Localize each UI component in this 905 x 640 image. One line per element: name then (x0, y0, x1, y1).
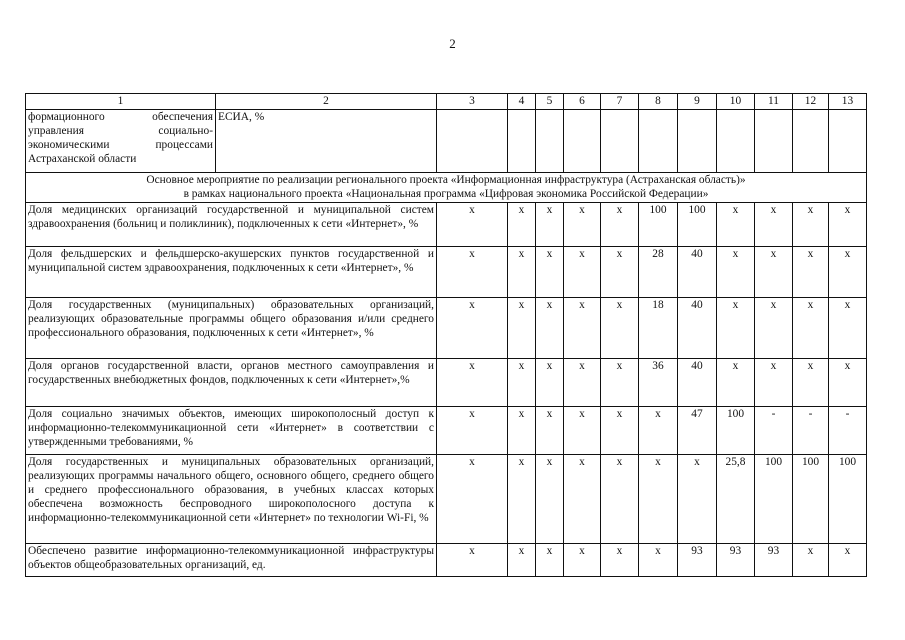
table-cell: x (437, 247, 508, 298)
table-cell: x (755, 203, 793, 247)
table-cell: x (437, 359, 508, 407)
table-cell: x (601, 247, 639, 298)
table-cell: x (601, 298, 639, 359)
table-cell: x (508, 359, 536, 407)
section-title (26, 173, 867, 203)
section-row (26, 173, 867, 203)
table-cell (564, 110, 601, 173)
col-header: 11 (755, 94, 793, 110)
table-cell: x (536, 203, 564, 247)
section-title-line-2: в рамках национального проекта «Национальная программа «Цифровая экономика Российской Федерации» (183, 188, 709, 200)
table-cell: x (793, 203, 829, 247)
table-row (26, 455, 867, 544)
col-header: 7 (601, 94, 639, 110)
table-cell: x (536, 247, 564, 298)
table-cell: x (639, 407, 678, 455)
table-cell: x (755, 298, 793, 359)
indicator-name: Обеспечено развитие информационно-телекоммуникационной инфраструктуры объектов общеобразовательных организаций, ед. (26, 544, 437, 577)
table-cell: x (508, 247, 536, 298)
col-header: 9 (678, 94, 717, 110)
indicators-table (25, 93, 867, 577)
table-cell: 100 (755, 455, 793, 544)
table-cell: x (508, 203, 536, 247)
col-header: 10 (717, 94, 755, 110)
table-cell: 36 (639, 359, 678, 407)
col-header: 4 (508, 94, 536, 110)
table-cell: x (601, 455, 639, 544)
table-cell: x (564, 203, 601, 247)
indicator-name: Доля органов государственной власти, органов местного самоуправления и государственных внебюджетных фондов, подключенных к сети «Интернет»,% (26, 359, 437, 407)
table-cell (601, 110, 639, 173)
table-cell: x (755, 359, 793, 407)
table-cell (755, 110, 793, 173)
table-cell: x (639, 455, 678, 544)
col-header: 1 (26, 94, 216, 110)
indicator-name: Доля фельдшерских и фельдшерско-акушерских пунктов государственной и муниципальной систем здравоохранения, подключенных к сети «Интернет», % (26, 247, 437, 298)
table-cell: x (437, 298, 508, 359)
table-row (26, 247, 867, 298)
col-header: 12 (793, 94, 829, 110)
table-cell: x (564, 455, 601, 544)
table-cell: x (829, 544, 867, 577)
section-title-line-1: Основное мероприятие по реализации регионального проекта «Информационная инфраструктура (Астраханская область)» (146, 174, 746, 186)
table-cell: x (564, 544, 601, 577)
table-cell: 40 (678, 298, 717, 359)
table-cell (536, 110, 564, 173)
table-cell: x (437, 407, 508, 455)
table-cell (639, 110, 678, 173)
table-cell: x (829, 359, 867, 407)
table-row (26, 359, 867, 407)
table-cell: - (829, 407, 867, 455)
table-cell: x (564, 359, 601, 407)
table-cell: 40 (678, 359, 717, 407)
table-cell (717, 110, 755, 173)
table-row (26, 298, 867, 359)
table-cell: 93 (678, 544, 717, 577)
table-cell: x (793, 247, 829, 298)
table-cell: x (437, 544, 508, 577)
table-cell: x (564, 247, 601, 298)
table-cell: x (437, 203, 508, 247)
table-cell: x (717, 203, 755, 247)
indicator-name: Доля медицинских организаций государственной и муниципальной систем здравоохранения (больниц и поликлиник), подключенных к сети «Интернет», % (26, 203, 437, 247)
table-cell (793, 110, 829, 173)
table-cell: x (536, 455, 564, 544)
column-number-row (26, 94, 867, 110)
continuation-row (26, 110, 867, 173)
table-row (26, 407, 867, 455)
table-cell: 18 (639, 298, 678, 359)
table-cell: 25,8 (717, 455, 755, 544)
table-cell: x (536, 359, 564, 407)
table-cell: 100 (829, 455, 867, 544)
table-cell: x (639, 544, 678, 577)
table-cell (829, 110, 867, 173)
table-cell: x (793, 544, 829, 577)
table-row (26, 203, 867, 247)
table-cell: x (829, 298, 867, 359)
table-cell: x (717, 359, 755, 407)
table-cell: 93 (755, 544, 793, 577)
table-cell: 28 (639, 247, 678, 298)
col-header: 5 (536, 94, 564, 110)
table-cell: x (508, 407, 536, 455)
page-number: 2 (449, 36, 456, 51)
table-cell: - (755, 407, 793, 455)
table-cell: x (508, 544, 536, 577)
table-cell (678, 110, 717, 173)
table-cell: 40 (678, 247, 717, 298)
table-cell: x (678, 455, 717, 544)
table-cell: x (717, 247, 755, 298)
table-cell: x (601, 359, 639, 407)
table-cell: 100 (793, 455, 829, 544)
table-row (26, 544, 867, 577)
table-cell: - (793, 407, 829, 455)
table-cell: x (601, 203, 639, 247)
table-cell: x (564, 407, 601, 455)
table-cell: x (564, 298, 601, 359)
table-cell: 100 (678, 203, 717, 247)
table-cell: x (601, 544, 639, 577)
indicator-name: Доля государственных (муниципальных) образовательных организаций, реализующих образовательные программы общего образования и/или среднего профессионального образования, подключенных к сети «Интернет», % (26, 298, 437, 359)
col-header: 3 (437, 94, 508, 110)
indicator-name: Доля государственных и муниципальных образовательных организаций, реализующих программы начального общего, основного общего, среднего общего и среднего профессионального образования, в учебных классах которых обеспечена возможность беспроводного широкополосного доступа к информационно-телекоммуникационной сети «Интернет» по технологии Wi-Fi, % (26, 455, 437, 544)
table-cell: x (601, 407, 639, 455)
table-cell: x (536, 544, 564, 577)
table-cell: x (717, 298, 755, 359)
table-cell: x (829, 203, 867, 247)
table-cell: x (508, 298, 536, 359)
col-header: 2 (216, 94, 437, 110)
table-cell: x (755, 247, 793, 298)
table-cell: x (437, 455, 508, 544)
table-cell: x (536, 407, 564, 455)
table-cell (508, 110, 536, 173)
col-header: 13 (829, 94, 867, 110)
table-cell: x (508, 455, 536, 544)
table-cell: 47 (678, 407, 717, 455)
indicator-unit: ЕСИА, % (216, 110, 437, 173)
table-cell: 100 (639, 203, 678, 247)
table-cell: x (793, 298, 829, 359)
table-cell: 100 (717, 407, 755, 455)
indicator-name: Доля социально значимых объектов, имеющих широкополосный доступ к информационно-телекоммуникационной сети «Интернет» в соответствии с утвержденными требованиями, % (26, 407, 437, 455)
table-cell: x (536, 298, 564, 359)
indicator-name: формационного обеспечения управления социально-экономическими процессами Астраханской области (26, 110, 216, 173)
table-cell: x (829, 247, 867, 298)
table-cell (437, 110, 508, 173)
table-cell: 93 (717, 544, 755, 577)
table-cell: x (793, 359, 829, 407)
col-header: 6 (564, 94, 601, 110)
col-header: 8 (639, 94, 678, 110)
